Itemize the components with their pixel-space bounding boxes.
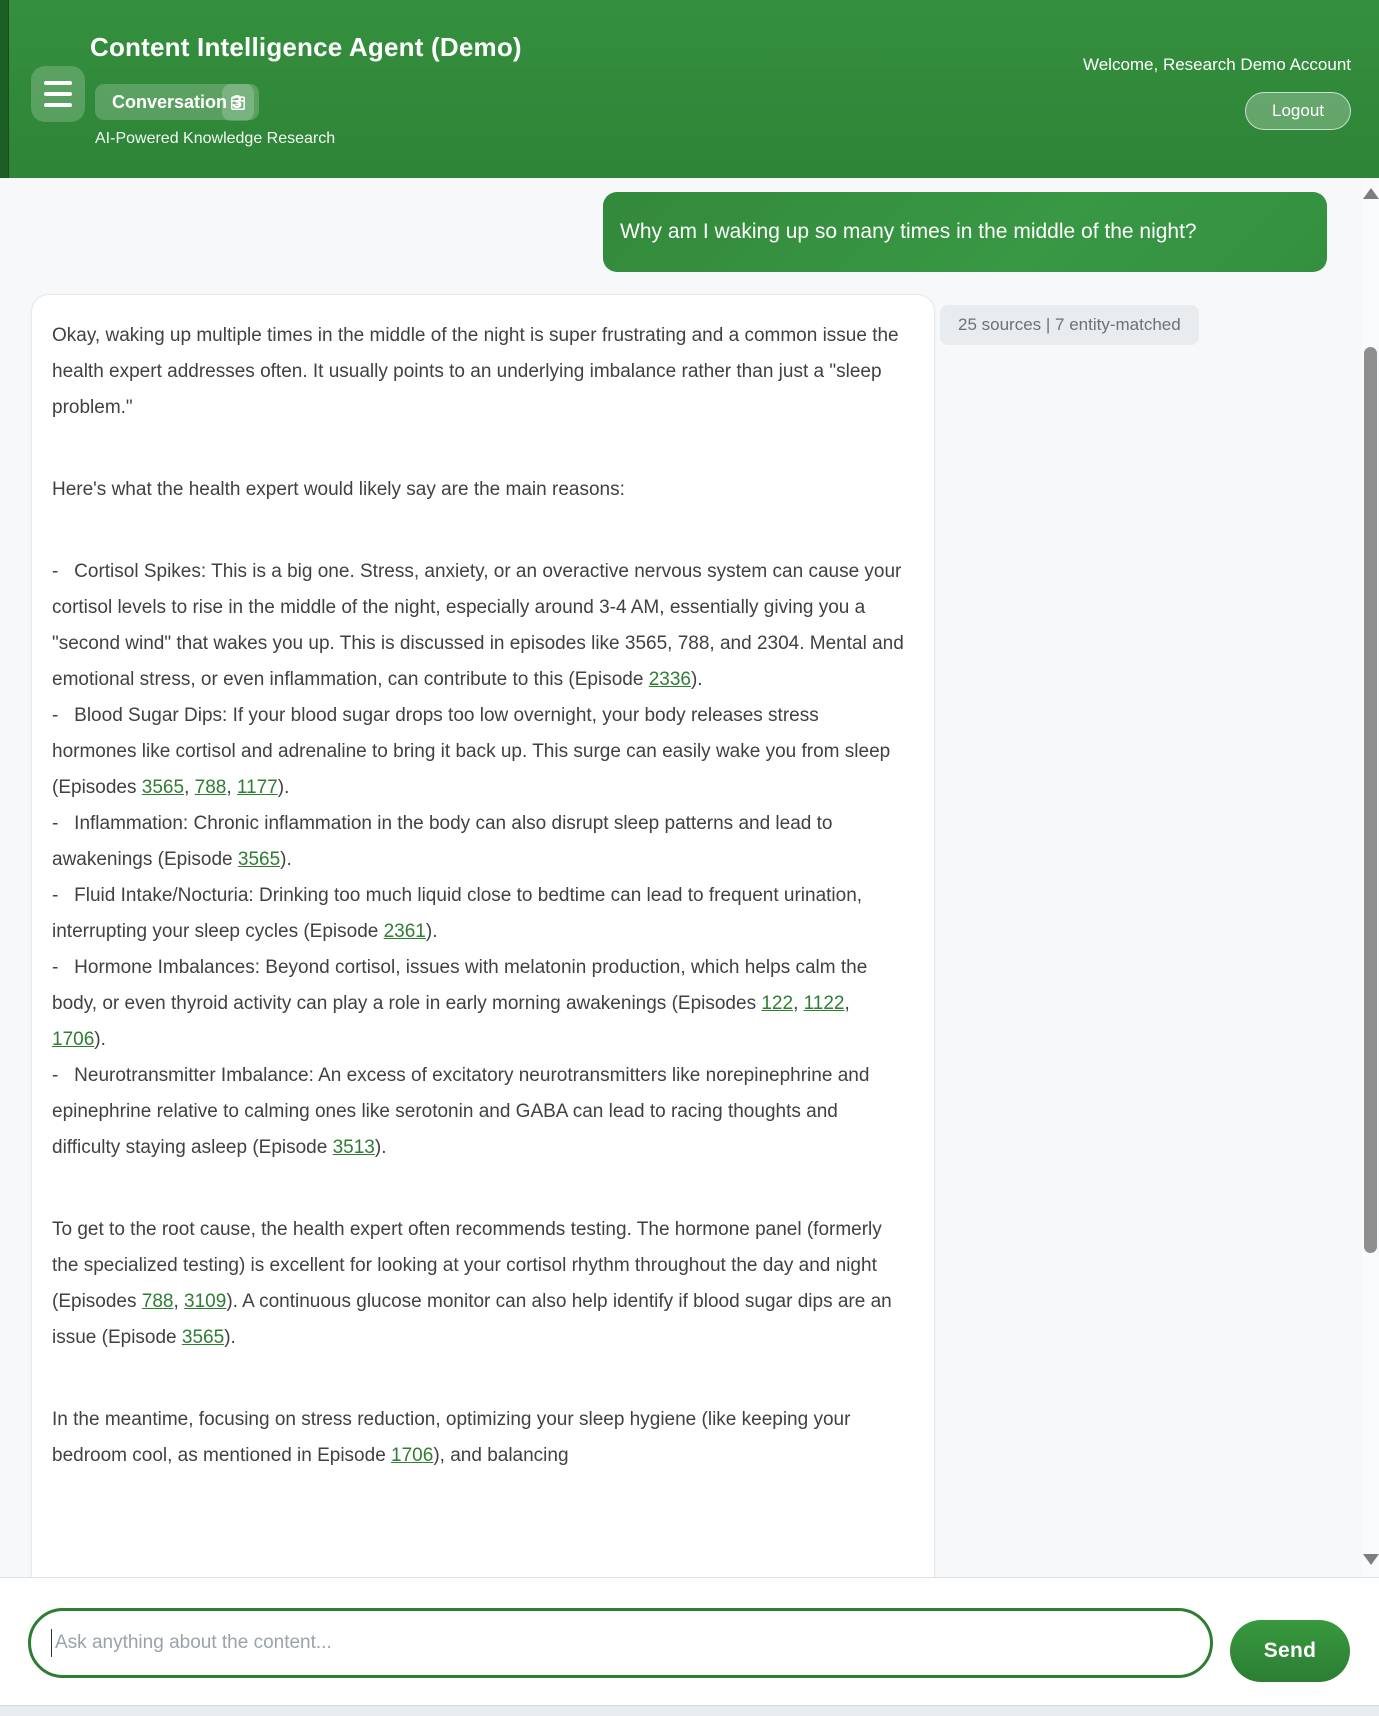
episode-link[interactable]: 788 — [141, 1291, 174, 1312]
assistant-paragraph: Okay, waking up multiple times in the middle of the night is super frustrating and a common issue the health expert addresses often. It usually points to an underlying imbalance rather than just a "sleep problem." — [52, 325, 899, 418]
send-button[interactable]: Send — [1230, 1620, 1350, 1682]
episode-link[interactable]: 1177 — [236, 777, 278, 798]
sources-badge-text: 25 sources | 7 entity-matched — [958, 315, 1181, 334]
assistant-paragraph: - Cortisol Spikes: This is a big one. Stress, anxiety, or an overactive nervous system can cause your cortisol levels to rise in the middle of the night, especially around 3-4 AM, essentially giving you a "second wind" that wakes you up. This is discussed in episodes like 3565, 788, and 2304. Mental and emotional stress, or even inflammation, can contribute to this (Episode 2336). — [52, 561, 904, 690]
episode-link[interactable]: 3565 — [181, 1327, 225, 1348]
conversation-label: Conversation 3 — [112, 91, 243, 112]
scroll-down-arrow-icon[interactable] — [1363, 1554, 1379, 1565]
episode-link[interactable]: 2336 — [648, 669, 691, 690]
archive-button[interactable] — [222, 84, 254, 121]
episode-link[interactable]: 1122 — [803, 993, 845, 1014]
assistant-message-card — [31, 294, 935, 1577]
hamburger-icon — [44, 103, 72, 107]
episode-link[interactable]: 3565 — [237, 849, 281, 870]
user-message-text: Why am I waking up so many times in the middle of the night? — [620, 220, 1197, 243]
assistant-paragraph: In the meantime, focusing on stress reduction, optimizing your sleep hygiene (like keeping your bedroom cool, as mentioned in Episode 1706), and balancing — [52, 1409, 851, 1466]
composer-bar — [0, 1577, 1379, 1715]
assistant-paragraph: Here's what the health expert would likely say are the main reasons: — [52, 479, 625, 500]
question-input[interactable] — [28, 1608, 1213, 1678]
hamburger-icon — [44, 81, 72, 85]
episode-link[interactable]: 3513 — [332, 1137, 375, 1158]
assistant-paragraph: To get to the root cause, the health expert often recommends testing. The hormone panel (formerly the specialized testing) is excellent for looking at your cortisol rhythm throughout the day and night (Episodes 788, 3109). A continuous glucose monitor can also help identify if blood sugar dips are an issue (Episode 3565). — [52, 1219, 892, 1348]
header-left-accent — [0, 0, 9, 178]
assistant-paragraph: - Blood Sugar Dips: If your blood sugar drops too low overnight, your body releases stress hormones like cortisol and adrenaline to bring it back up. This surge can easily wake you from sleep (Episodes 3565, 788, 1177). — [52, 705, 891, 798]
user-message-bubble — [603, 192, 1327, 272]
hamburger-icon — [44, 92, 72, 96]
episode-link[interactable]: 122 — [761, 993, 794, 1014]
episode-link[interactable]: 3565 — [141, 777, 185, 798]
app-header — [0, 0, 1379, 178]
episode-link[interactable]: 788 — [194, 777, 227, 798]
app-title: Content Intelligence Agent (Demo) — [90, 32, 522, 62]
assistant-paragraph: - Inflammation: Chronic inflammation in the body can also disrupt sleep patterns and lead to awakenings (Episode 3565). — [52, 813, 833, 870]
chat-area — [0, 178, 1379, 1577]
assistant-paragraph: - Fluid Intake/Nocturia: Drinking too much liquid close to bedtime can lead to frequent urination, interrupting your sleep cycles (Episode 2361). — [52, 885, 863, 942]
episode-link[interactable]: 1706 — [391, 1445, 434, 1466]
assistant-paragraph: - Neurotransmitter Imbalance: An excess of excitatory neurotransmitters like norepinephrine and epinephrine relative to calming ones like serotonin and GABA can lead to racing thoughts and difficulty staying asleep (Episode 3513). — [52, 1065, 870, 1158]
scroll-up-arrow-icon[interactable] — [1363, 188, 1379, 199]
logout-button[interactable]: Logout — [1245, 92, 1351, 130]
text-caret — [51, 1629, 52, 1657]
footer-strip — [0, 1705, 1379, 1716]
app-subtitle: AI-Powered Knowledge Research — [95, 130, 336, 147]
assistant-message-body — [52, 318, 908, 1474]
sources-badge — [940, 305, 1199, 345]
welcome-text: Welcome, Research Demo Account — [1082, 55, 1351, 74]
scrollbar[interactable] — [1362, 178, 1379, 1577]
scrollbar-thumb[interactable] — [1364, 347, 1377, 1253]
assistant-paragraph: - Hormone Imbalances: Beyond cortisol, issues with melatonin production, which helps calm the body, or even thyroid activity can play a role in early morning awakenings (Episodes 122, 1122, 1706). — [52, 957, 868, 1050]
archive-icon — [228, 92, 248, 114]
menu-button[interactable] — [31, 66, 85, 122]
episode-link[interactable]: 3109 — [184, 1291, 227, 1312]
episode-link[interactable]: 1706 — [52, 1029, 95, 1050]
episode-link[interactable]: 2361 — [383, 921, 426, 942]
